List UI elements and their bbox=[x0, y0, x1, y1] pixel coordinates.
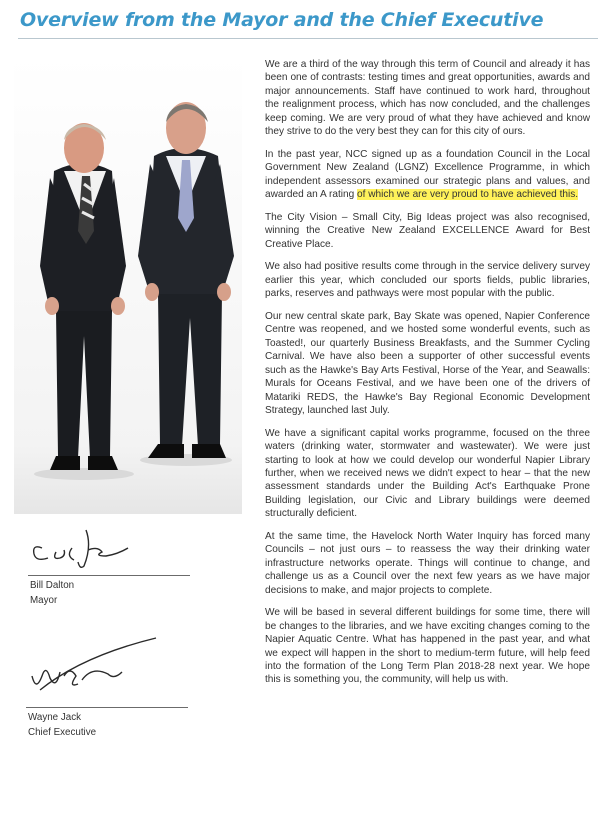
paragraph-water-inquiry: At the same time, the Havelock North Water Inquiry has forced many Councils – not just ours – to reassess the way their drinking water infrastructure networks operate. Things will continue to change, and challenge us as a Council over the next few years as we have major decisions to make, and major projects to complete. bbox=[265, 530, 590, 596]
signatory-ceo bbox=[28, 710, 96, 740]
body-text bbox=[265, 58, 590, 696]
signatory-mayor bbox=[30, 578, 74, 608]
paragraph-lgnz bbox=[265, 148, 590, 202]
ceo-name: Wayne Jack bbox=[28, 712, 81, 723]
mayor-name: Bill Dalton bbox=[30, 580, 75, 591]
title-divider bbox=[18, 38, 598, 39]
paragraph-lgnz-text: In the past year, NCC signed up as a foundation Council in the Local Government New Zealand (LGNZ) Excellence Programme, in which independent assessors examined our strategic plans and values, and awarded an A rating bbox=[265, 148, 590, 201]
page-title: Overview from the Mayor and the Chief Executive bbox=[20, 9, 544, 31]
signature-mayor bbox=[28, 526, 138, 572]
paragraph-future: We will be based in several different buildings for some time, there will be changes to the libraries, and we have exciting changes coming to the Napier Aquatic Centre. What has happened in the past year, and what we expect will happen in the short to medium-term future, will help feed into the formation of the Long Term Plan 2018-28 next year. We hope this is something you, the community, will help us with. bbox=[265, 607, 590, 686]
signature-line-mayor bbox=[28, 575, 190, 576]
signature-line-ceo bbox=[26, 707, 188, 708]
mayor-role: Mayor bbox=[30, 595, 58, 606]
signature-ceo bbox=[22, 636, 162, 698]
paragraph-city-vision: The City Vision – Small City, Big Ideas project was also recognised, winning the Creative New Zealand EXCELLENCE Award for Best Creative Place. bbox=[265, 211, 590, 250]
paragraph-intro: We are a third of the way through this term of Council and already it has been one of contrasts: testing times and great opportunities, awards and major announcements. Staff have continued to work hard, throughout the realignment process, which has now concluded, and the challenges keep coming. We are very proud of what they have achieved and know they strive to do the very best they can for this city of ours. bbox=[265, 59, 590, 138]
highlighted-text: of which we are very proud to have achieved this. bbox=[357, 189, 579, 201]
portrait-photo bbox=[14, 56, 242, 514]
paragraph-events: Our new central skate park, Bay Skate was opened, Napier Conference Centre was reopened, and we hosted some wonderful events, such as Toasted!, our quarterly Business Breakfasts, and the Summer Cycling Carnival. We have also been a supporter of other successful events such as the Hawke's Bay Arts Festival, Horse of the Year, and Seawalls: Murals for Oceans Festival, and we have been one of the drivers of Matariki REDS, the Hawke's Bay Regional Economic Development Strategy, launched last July. bbox=[265, 311, 590, 416]
ceo-role: Chief Executive bbox=[28, 727, 97, 738]
paragraph-capital-works: We have a significant capital works programme, focused on the three waters (drinking water, stormwater and wastewater). We were just starting to look at how we could develop our wonderful Napier Library further, when we received news we didn't expect to hear – that the new assessment standards under the Building Act's Earthquake Prone Building legislation, our Civic and Library buildings were deemed structurally deficient. bbox=[265, 427, 590, 520]
paragraph-survey: We also had positive results come through in the service delivery survey earlier this year, which concluded our sports fields, public libraries, parks, reserves and pathways were most popular with the public. bbox=[265, 261, 590, 300]
